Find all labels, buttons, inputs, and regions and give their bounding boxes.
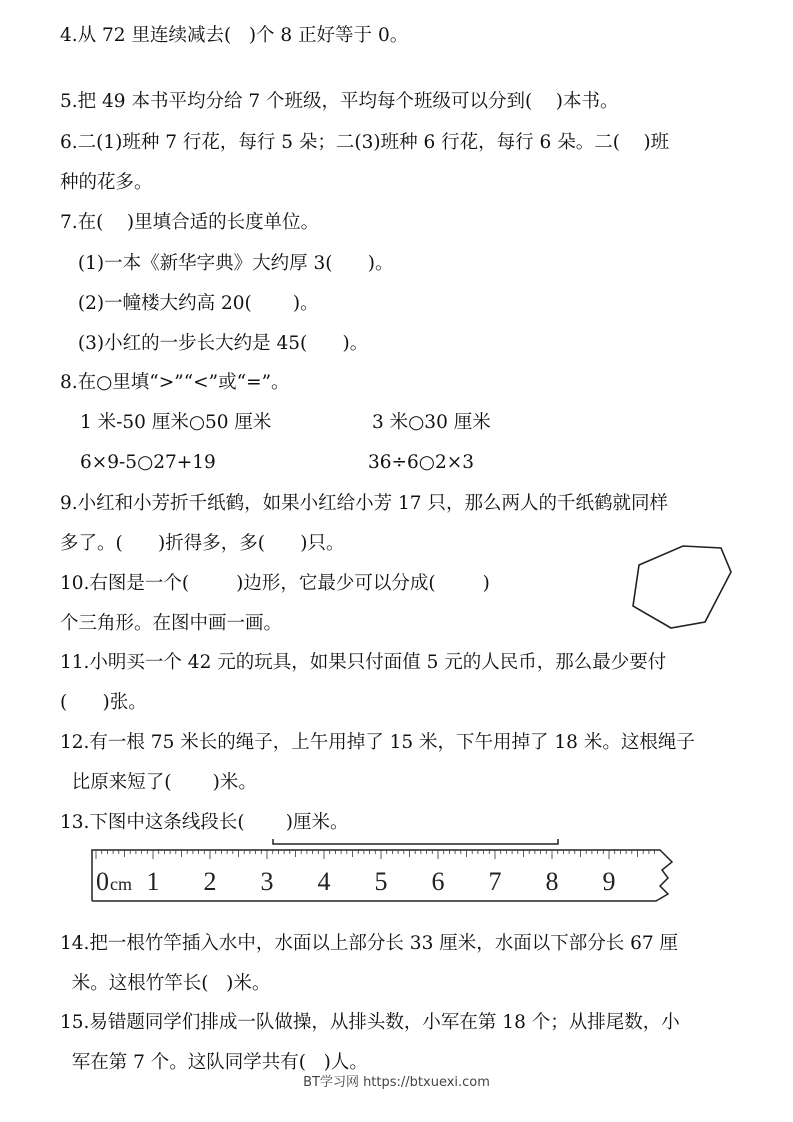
ruler-label: 0: [96, 867, 109, 896]
ruler-label: 3: [260, 867, 274, 896]
q6-line2: 种的花多。: [60, 172, 153, 193]
q15-line2: 军在第 7 个。这队同学共有( )人。: [60, 1052, 368, 1073]
ruler-label: 8: [545, 867, 559, 896]
ruler-label: 5: [374, 867, 388, 896]
ruler-label: 4: [317, 867, 331, 896]
ruler-label: 9: [602, 867, 616, 896]
q7-line: 7.在( )里填合适的长度单位。: [60, 212, 320, 233]
q13-line: 13.下图中这条线段长( )厘米。: [60, 812, 349, 833]
ruler-unit: cm: [110, 874, 132, 894]
footer-watermark: BT学习网 https://btxuexi.com: [303, 1075, 490, 1090]
q9-line2: 多了。( )折得多，多( )只。: [60, 533, 345, 554]
q8-line: 8.在○里填“>”“<”或“=”。: [60, 372, 290, 393]
ruler-figure: [60, 830, 680, 910]
q8-item2: 3 米○30 厘米: [372, 412, 491, 433]
q4-line: 4.从 72 里连续减去( )个 8 正好等于 0。: [60, 25, 409, 46]
q14-line2: 米。这根竹竿长( )米。: [60, 973, 271, 994]
q10-line2: 个三角形。在图中画一画。: [60, 613, 283, 634]
q8-item4: 36÷6○2×3: [368, 452, 474, 473]
q8-item3: 6×9-5○27+19: [80, 452, 216, 473]
q7-sub3: (3)小红的一步长大约是 45( )。: [72, 333, 369, 354]
q15-line1: 15.易错题同学们排成一队做操，从排头数，小军在第 18 个；从排尾数，小: [60, 1012, 680, 1033]
q12-line2: 比原来短了( )米。: [60, 772, 257, 793]
q12-line1: 12.有一根 75 米长的绳子，上午用掉了 15 米，下午用掉了 18 米。这根绳子: [60, 732, 695, 753]
q5-line: 5.把 49 本书平均分给 7 个班级，平均每个班级可以分到( )本书。: [60, 91, 619, 112]
q11-line2: ( )张。: [60, 692, 147, 713]
q9-line1: 9.小红和小芳折千纸鹤，如果小红给小芳 17 只，那么两人的千纸鹤就同样: [60, 493, 668, 514]
q6-line1: 6.二(1)班种 7 行花，每行 5 朵；二(3)班种 6 行花，每行 6 朵。二( )班: [60, 132, 670, 153]
q7-sub2: (2)一幢楼大约高 20( )。: [72, 293, 319, 314]
q11-line1: 11.小明买一个 42 元的玩具，如果只付面值 5 元的人民币，那么最少要付: [60, 652, 667, 673]
q14-line1: 14.把一根竹竿插入水中，水面以上部分长 33 厘米，水面以下部分长 67 厘: [60, 933, 679, 954]
ruler-label: 2: [203, 867, 217, 896]
q7-sub1: (1)一本《新华字典》大约厚 3( )。: [72, 253, 394, 274]
ruler-label: 7: [488, 867, 502, 896]
ruler-label: 1: [146, 867, 160, 896]
heptagon-figure: [625, 540, 735, 632]
q8-item1: 1 米-50 厘米○50 厘米: [80, 412, 272, 433]
q10-line1: 10.右图是一个( )边形，它最少可以分成( ): [60, 573, 490, 594]
ruler-label: 6: [431, 867, 445, 896]
ruler-ticks: [96, 850, 655, 859]
line-segment: [273, 839, 558, 844]
